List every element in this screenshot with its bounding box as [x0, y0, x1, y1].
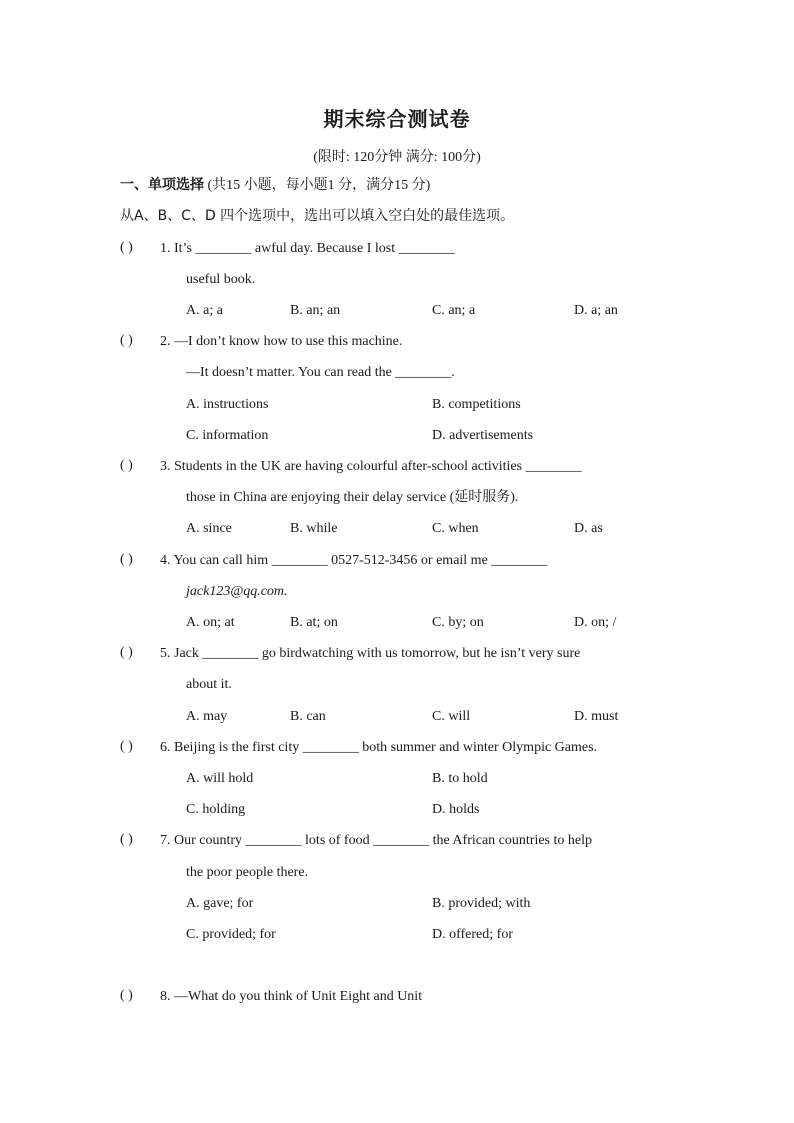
time-score-limit: (限时: 120分钟 满分: 100分)	[313, 150, 481, 165]
question-5-stem: 5. Jack ________ go birdwatching with us tomorrow, but he isn’t very sure	[160, 646, 581, 661]
question-1-option-a[interactable]: A. a; a	[186, 303, 223, 318]
answer-blank[interactable]: ( )	[120, 645, 133, 660]
question-1-option-b[interactable]: B. an; an	[290, 303, 341, 318]
email-address: jack123@qq.com.	[186, 584, 288, 599]
question-6-stem: 6. Beijing is the first city ________ both summer and winter Olympic Games.	[160, 740, 598, 755]
question-2-stem: 2. —I don’t know how to use this machine.	[160, 334, 403, 349]
section-instruction: 从A、B、C、D 四个选项中，选出可以填入空白处的最佳选项。	[120, 208, 515, 224]
question-2-option-a[interactable]: A. instructions	[186, 397, 269, 412]
question-6-option-c[interactable]: C. holding	[186, 802, 246, 817]
section-title: 一、单项选择	[120, 177, 204, 193]
question-6-option-b[interactable]: B. to hold	[432, 771, 488, 786]
answer-blank[interactable]: ( )	[120, 458, 133, 473]
question-7-stem-cont: the poor people there.	[186, 865, 309, 880]
question-2-option-b[interactable]: B. competitions	[432, 397, 521, 412]
question-4-stem: 4. You can call him ________ 0527-512-3456 or email me ________	[160, 553, 548, 568]
section-heading	[120, 176, 430, 195]
question-5-option-d[interactable]: D. must	[574, 709, 619, 724]
question-1-option-c[interactable]: C. an; a	[432, 303, 476, 318]
question-1-option-d[interactable]: D. a; an	[574, 303, 618, 318]
question-3-option-a[interactable]: A. since	[186, 521, 232, 536]
question-5-option-c[interactable]: C. will	[432, 709, 471, 724]
answer-blank[interactable]: ( )	[120, 988, 133, 1003]
question-1-stem-cont: useful book.	[186, 272, 256, 287]
section-detail: (共15 小题，每小题1 分，满分15 分)	[204, 178, 431, 193]
question-4-option-b[interactable]: B. at; on	[290, 615, 338, 630]
question-4-option-c[interactable]: C. by; on	[432, 615, 484, 630]
page-title: 期末综合测试卷	[323, 107, 471, 131]
answer-blank[interactable]: ( )	[120, 552, 133, 567]
question-5-option-b[interactable]: B. can	[290, 709, 326, 724]
question-3-option-b[interactable]: B. while	[290, 521, 338, 536]
question-1-stem: 1. It’s ________ awful day. Because I lost ________	[160, 241, 455, 256]
question-7-option-c[interactable]: C. provided; for	[186, 927, 276, 942]
question-8-stem: 8. —What do you think of Unit Eight and Unit	[160, 989, 423, 1004]
question-6-option-d[interactable]: D. holds	[432, 802, 480, 817]
question-4-option-a[interactable]: A. on; at	[186, 615, 235, 630]
question-7-option-a[interactable]: A. gave; for	[186, 896, 254, 911]
question-3-option-d[interactable]: D. as	[574, 521, 603, 536]
question-2-option-c[interactable]: C. information	[186, 428, 269, 443]
question-3-stem: 3. Students in the UK are having colourful after-school activities ________	[160, 459, 582, 474]
question-3-stem-cont: those in China are enjoying their delay service (延时服务).	[186, 490, 519, 505]
question-6-option-a[interactable]: A. will hold	[186, 771, 254, 786]
question-2-stem-cont: —It doesn’t matter. You can read the ________.	[186, 365, 455, 380]
question-2-option-d[interactable]: D. advertisements	[432, 428, 534, 443]
answer-blank[interactable]: ( )	[120, 739, 133, 754]
answer-blank[interactable]: ( )	[120, 240, 133, 255]
question-7-stem: 7. Our country ________ lots of food ________ the African countries to help	[160, 833, 592, 848]
question-3-option-c[interactable]: C. when	[432, 521, 479, 536]
question-4-option-d[interactable]: D. on; /	[574, 615, 617, 630]
question-5-stem-cont: about it.	[186, 677, 232, 692]
question-7-option-d[interactable]: D. offered; for	[432, 927, 513, 942]
question-7-option-b[interactable]: B. provided; with	[432, 896, 531, 911]
answer-blank[interactable]: ( )	[120, 832, 133, 847]
question-5-option-a[interactable]: A. may	[186, 709, 228, 724]
answer-blank[interactable]: ( )	[120, 333, 133, 348]
